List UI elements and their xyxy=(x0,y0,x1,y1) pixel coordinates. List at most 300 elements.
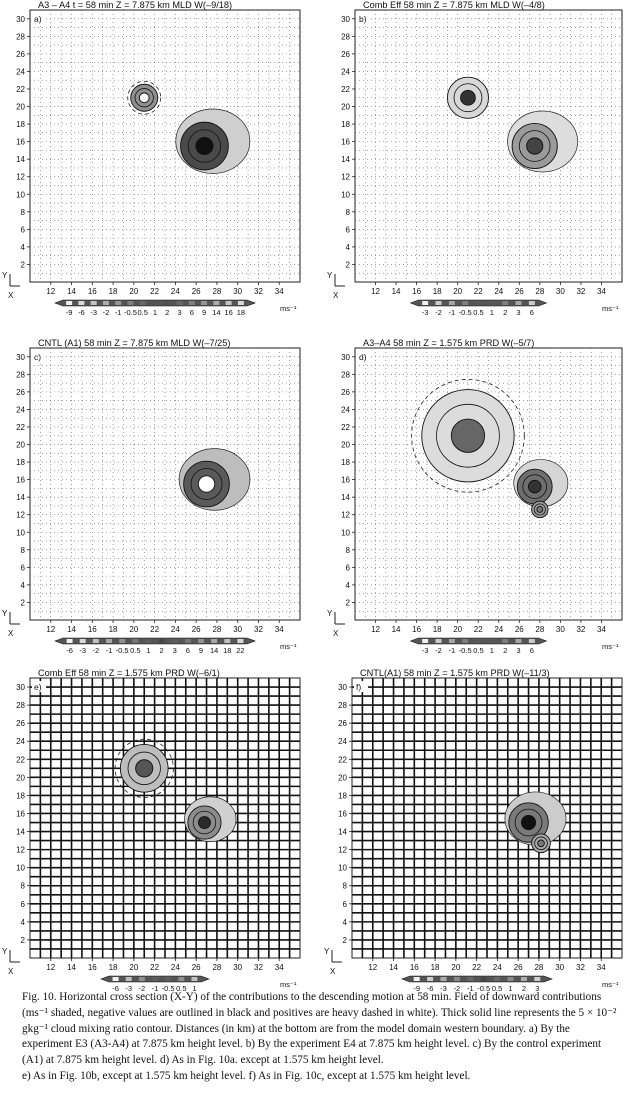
y-tick-label: 22 xyxy=(16,755,25,765)
x-tick-label: 32 xyxy=(254,963,263,972)
x-tick-label: 16 xyxy=(87,287,97,296)
colorbar-label: -0.5 xyxy=(123,308,137,317)
x-tick-label: 18 xyxy=(432,625,442,634)
colorbar-label: 1 xyxy=(489,646,494,655)
x-tick-label: 24 xyxy=(492,963,502,972)
axis-letter-y: Y xyxy=(324,947,330,956)
colorbar-swatch xyxy=(481,977,487,981)
colorbar-swatch xyxy=(476,639,482,643)
y-tick-label: 20 xyxy=(341,102,350,112)
colorbar-label: 14 xyxy=(212,308,221,317)
contour-core xyxy=(196,137,213,154)
colorbar-swatch xyxy=(139,977,145,981)
colorbar-label: 3 xyxy=(177,308,182,317)
colorbar-label: -3 xyxy=(421,308,429,317)
colorbar-label: -6 xyxy=(426,984,434,993)
y-tick-label: 26 xyxy=(338,719,347,729)
colorbar-label: -2 xyxy=(92,646,100,655)
y-tick-label: 24 xyxy=(16,67,25,77)
colorbar-swatch xyxy=(178,977,184,981)
y-tick-label: 16 xyxy=(16,809,25,819)
y-tick-label: 2 xyxy=(345,598,350,608)
y-tick-label: 16 xyxy=(338,809,347,819)
colorbar-swatch xyxy=(422,639,428,643)
contour-core xyxy=(198,817,210,829)
axis-letter-y: Y xyxy=(2,271,8,280)
y-tick-label: 6 xyxy=(342,899,347,909)
x-tick-label: 14 xyxy=(67,963,76,972)
x-tick-label: 32 xyxy=(254,625,263,634)
colorbar-swatch xyxy=(489,639,495,643)
x-tick-label: 22 xyxy=(150,963,160,972)
x-tick-label: 30 xyxy=(233,963,243,972)
panel-a xyxy=(2,0,300,317)
y-tick-label: 4 xyxy=(345,580,350,590)
x-tick-label: 12 xyxy=(371,287,380,296)
y-tick-label: 12 xyxy=(341,172,350,182)
colorbar-swatch xyxy=(152,301,158,305)
y-tick-label: 10 xyxy=(16,190,25,200)
panel-b xyxy=(327,0,622,317)
colorbar-swatch xyxy=(165,977,171,981)
colorbar-swatch xyxy=(422,301,428,305)
y-tick-label: 2 xyxy=(20,598,25,608)
y-tick-label: 20 xyxy=(338,773,347,783)
x-tick-label: 34 xyxy=(597,287,606,296)
y-tick-label: 30 xyxy=(341,352,350,362)
x-tick-label: 14 xyxy=(389,963,398,972)
colorbar-swatch xyxy=(152,977,158,981)
colorbar-label: -2 xyxy=(435,308,442,317)
x-tick-label: 32 xyxy=(254,287,263,296)
colorbar-swatch xyxy=(467,977,473,981)
axis-letter-y: Y xyxy=(2,947,8,956)
colorbar-label: 0.5 xyxy=(473,646,484,655)
colorbar-swatch xyxy=(494,977,500,981)
y-tick-label: 30 xyxy=(341,14,350,24)
x-tick-label: 30 xyxy=(555,963,565,972)
x-tick-label: 12 xyxy=(46,287,56,296)
y-tick-label: 22 xyxy=(341,84,350,94)
y-tick-label: 16 xyxy=(341,137,350,147)
colorbar-label: -3 xyxy=(440,984,447,993)
y-tick-label: 8 xyxy=(345,545,350,555)
y-tick-label: 14 xyxy=(338,827,347,837)
colorbar-swatch xyxy=(508,977,514,981)
colorbar-label: -2 xyxy=(138,984,146,993)
colorbar-swatch xyxy=(80,639,86,643)
axis-letter-x: X xyxy=(333,291,339,300)
colorbar-label: -6 xyxy=(112,984,119,993)
x-tick-label: 24 xyxy=(494,287,504,296)
x-tick-label: 16 xyxy=(412,287,422,296)
colorbar-label: 0.5 xyxy=(130,646,141,655)
x-tick-label: 18 xyxy=(432,287,442,296)
contour-core xyxy=(451,419,484,452)
x-tick-label: 22 xyxy=(472,963,482,972)
colorbar xyxy=(55,638,255,655)
y-tick-label: 30 xyxy=(16,14,25,24)
panel-d xyxy=(327,338,622,655)
x-tick-label: 22 xyxy=(150,625,160,634)
x-tick-label: 28 xyxy=(212,625,222,634)
y-tick-label: 12 xyxy=(341,510,350,520)
x-tick-label: 32 xyxy=(576,287,586,296)
colorbar xyxy=(55,300,255,317)
colorbar-label: -0.5 xyxy=(458,308,472,317)
colorbar-label: 2 xyxy=(503,308,508,317)
x-tick-label: 14 xyxy=(67,625,76,634)
colorbar-swatch xyxy=(224,639,230,643)
contour-core xyxy=(198,476,214,492)
colorbar-unit: ms⁻¹ xyxy=(602,980,619,989)
colorbar-swatch xyxy=(198,639,204,643)
x-tick-label: 28 xyxy=(535,625,545,634)
panel-corner-label: b) xyxy=(359,14,367,24)
colorbar-swatch xyxy=(132,639,138,643)
x-tick-label: 24 xyxy=(494,625,504,634)
colorbar-label: -3 xyxy=(125,984,133,993)
colorbar-label: -3 xyxy=(79,646,87,655)
y-tick-label: 4 xyxy=(20,917,25,927)
x-tick-label: 24 xyxy=(170,287,180,296)
colorbar-swatch xyxy=(66,301,72,305)
colorbar-swatch xyxy=(191,977,197,981)
figure-caption xyxy=(22,990,622,1085)
y-tick-label: 8 xyxy=(20,545,25,555)
y-tick-label: 28 xyxy=(341,32,350,42)
y-tick-label: 22 xyxy=(16,84,25,94)
y-tick-label: 28 xyxy=(16,32,25,42)
colorbar-swatch xyxy=(237,639,243,643)
axis-letter-x: X xyxy=(333,629,339,638)
x-tick-label: 20 xyxy=(451,963,461,972)
y-tick-label: 18 xyxy=(338,791,347,801)
y-tick-label: 10 xyxy=(16,528,25,538)
x-tick-label: 26 xyxy=(191,625,201,634)
x-tick-label: 14 xyxy=(67,287,76,296)
y-tick-label: 12 xyxy=(338,845,347,855)
y-tick-label: 2 xyxy=(342,935,347,945)
y-tick-label: 26 xyxy=(16,719,25,729)
y-tick-label: 6 xyxy=(345,225,350,235)
panel-header: Comb Eff 58 min Z = 7.875 km MLD W(–4/8) xyxy=(363,0,545,10)
colorbar-label: 2 xyxy=(503,646,508,655)
caption-main: Fig. 10. Horizontal cross section (X-Y) of the contributions to the descending motion at 58 min. Field of downward contributions (ms⁻¹ shaded, negative values are outlined in black and positives are heavy dashed in white). Thick solid line represents the 5 × 10⁻² gkg⁻¹ cloud mixing ratio contour. Distances (in km) at the bottom are from the model domain western boundary. a) By the experiment E3 (A3-A4) at 7.875 km height level. b) By the experiment E4 at 7.875 km height level. c) By the control experiment (A1) at 7.875 km height level. d) As in Fig. 10a. except at 1.575 km height level. xyxy=(22,991,617,1067)
panel-header: CNTL (A1) 58 min Z = 7.875 km MLD W(–7/25) xyxy=(38,338,231,348)
colorbar-label: 0.5 xyxy=(137,308,148,317)
x-tick-label: 28 xyxy=(534,963,544,972)
colorbar-label: -2 xyxy=(435,646,442,655)
y-tick-label: 4 xyxy=(345,242,350,252)
colorbar-label: -1 xyxy=(448,646,456,655)
colorbar-swatch xyxy=(414,977,420,981)
x-tick-label: 12 xyxy=(368,963,378,972)
y-tick-label: 12 xyxy=(16,172,25,182)
y-tick-label: 6 xyxy=(20,899,25,909)
colorbar-swatch xyxy=(159,639,165,643)
x-tick-label: 30 xyxy=(555,625,565,634)
y-tick-label: 10 xyxy=(338,863,347,873)
colorbar-swatch xyxy=(172,639,178,643)
colorbar-swatch xyxy=(126,977,132,981)
contour-core xyxy=(139,93,149,103)
x-tick-label: 34 xyxy=(274,625,284,634)
x-tick-label: 16 xyxy=(409,963,419,972)
y-tick-label: 22 xyxy=(341,422,350,432)
colorbar-swatch xyxy=(436,301,442,305)
axis-letter-x: X xyxy=(8,291,14,300)
panel-f xyxy=(324,668,622,993)
x-tick-label: 16 xyxy=(87,963,97,972)
y-tick-label: 26 xyxy=(16,387,25,397)
colorbar-unit: ms⁻¹ xyxy=(280,642,297,651)
colorbar-unit: ms⁻¹ xyxy=(602,304,619,313)
colorbar-swatch xyxy=(140,301,146,305)
colorbar-label: -6 xyxy=(66,646,73,655)
x-tick-label: 20 xyxy=(129,963,139,972)
colorbar-label: 1 xyxy=(152,308,158,317)
axis-letter-y: Y xyxy=(2,609,8,618)
colorbar-label: -0.5 xyxy=(115,646,129,655)
colorbar-label: 18 xyxy=(223,646,232,655)
y-tick-label: 14 xyxy=(16,155,25,165)
contour-core xyxy=(521,815,535,829)
colorbar-unit: ms⁻¹ xyxy=(602,642,619,651)
y-tick-label: 30 xyxy=(338,683,347,693)
y-tick-label: 24 xyxy=(16,737,25,747)
contour-core xyxy=(461,90,476,105)
y-tick-label: 22 xyxy=(338,755,347,765)
x-tick-label: 34 xyxy=(274,287,284,296)
x-tick-label: 18 xyxy=(108,963,118,972)
colorbar-label: -2 xyxy=(453,984,461,993)
y-tick-label: 10 xyxy=(16,863,25,873)
colorbar-swatch xyxy=(462,301,468,305)
colorbar-swatch xyxy=(185,639,191,643)
y-tick-label: 12 xyxy=(16,510,25,520)
panel-header: CNTL(A1) 58 min Z = 1.575 km PRD W(–11/3) xyxy=(360,668,550,678)
colorbar-swatch xyxy=(115,301,121,305)
x-tick-label: 18 xyxy=(430,963,440,972)
axis-letter-x: X xyxy=(330,967,336,976)
colorbar-label: 3 xyxy=(516,646,521,655)
contour-core xyxy=(537,506,543,512)
y-tick-label: 26 xyxy=(341,387,350,397)
colorbar-swatch xyxy=(502,639,508,643)
colorbar-swatch xyxy=(127,301,133,305)
panel-header: Comb Eff 58 min Z = 1.575 km PRD W(–6/1) xyxy=(38,668,220,678)
y-tick-label: 18 xyxy=(341,120,350,130)
x-tick-label: 26 xyxy=(191,287,201,296)
y-tick-label: 18 xyxy=(16,458,25,468)
y-tick-label: 16 xyxy=(16,137,25,147)
x-tick-label: 20 xyxy=(129,625,139,634)
colorbar-label: -3 xyxy=(90,308,98,317)
colorbar-swatch xyxy=(106,639,112,643)
x-tick-label: 34 xyxy=(596,963,606,972)
x-tick-label: 30 xyxy=(233,287,243,296)
colorbar-swatch xyxy=(529,639,535,643)
panel-corner-label: e) xyxy=(34,682,42,692)
colorbar-swatch xyxy=(534,977,540,981)
colorbar-label: -1 xyxy=(448,308,456,317)
y-tick-label: 24 xyxy=(341,405,350,415)
y-tick-label: 10 xyxy=(341,190,350,200)
panel-corner-label: c) xyxy=(34,352,42,362)
y-tick-label: 18 xyxy=(16,791,25,801)
colorbar-label: 0.5 xyxy=(491,984,503,993)
x-tick-label: 22 xyxy=(473,625,483,634)
colorbar-label: 2 xyxy=(159,646,164,655)
y-tick-label: 18 xyxy=(341,458,350,468)
colorbar-label: 18 xyxy=(236,308,246,317)
colorbar-label: 9 xyxy=(198,646,204,655)
colorbar-label: 2 xyxy=(521,984,526,993)
colorbar-bar xyxy=(402,976,552,982)
y-tick-label: 14 xyxy=(16,827,25,837)
y-tick-label: 14 xyxy=(16,493,25,503)
panel-c xyxy=(2,338,300,655)
panel-e xyxy=(2,668,300,993)
y-tick-label: 24 xyxy=(338,737,347,747)
colorbar-label: 1 xyxy=(508,984,513,993)
colorbar-label: 1 xyxy=(489,308,494,317)
y-tick-label: 2 xyxy=(20,260,25,270)
y-tick-label: 28 xyxy=(341,370,350,380)
contour-features xyxy=(179,449,250,511)
colorbar-swatch xyxy=(502,301,508,305)
x-tick-label: 24 xyxy=(170,963,180,972)
colorbar-swatch xyxy=(489,301,495,305)
axis-letter-x: X xyxy=(8,629,14,638)
contour-core xyxy=(527,138,543,154)
colorbar-swatch xyxy=(516,639,522,643)
x-tick-label: 26 xyxy=(514,625,524,634)
contour-core xyxy=(136,760,153,777)
colorbar-swatch xyxy=(449,639,455,643)
y-tick-label: 6 xyxy=(20,225,25,235)
y-tick-label: 8 xyxy=(342,881,347,891)
colorbar-swatch xyxy=(113,977,119,981)
colorbar-label: -9 xyxy=(65,308,73,317)
colorbar-label: -9 xyxy=(413,984,421,993)
y-tick-label: 14 xyxy=(341,493,350,503)
colorbar xyxy=(411,300,547,317)
y-tick-label: 6 xyxy=(345,563,350,573)
x-tick-label: 20 xyxy=(129,287,139,296)
colorbar-swatch xyxy=(177,301,183,305)
x-tick-label: 18 xyxy=(108,287,118,296)
colorbar-label: 6 xyxy=(529,646,534,655)
x-tick-label: 16 xyxy=(412,625,422,634)
x-tick-label: 28 xyxy=(212,963,222,972)
x-tick-label: 16 xyxy=(87,625,97,634)
colorbar-label: 2 xyxy=(165,308,170,317)
panel-corner-label: d) xyxy=(359,352,367,362)
y-tick-label: 12 xyxy=(16,845,25,855)
y-tick-label: 24 xyxy=(16,405,25,415)
colorbar-swatch xyxy=(211,639,217,643)
y-tick-label: 20 xyxy=(341,440,350,450)
y-tick-label: 2 xyxy=(20,935,25,945)
colorbar xyxy=(411,638,547,655)
colorbar-swatch xyxy=(103,301,109,305)
colorbar-label: -2 xyxy=(102,308,110,317)
x-tick-label: 26 xyxy=(191,963,201,972)
colorbar-label: -1 xyxy=(151,984,159,993)
colorbar-swatch xyxy=(427,977,433,981)
colorbar-label: 1 xyxy=(192,984,197,993)
y-tick-label: 4 xyxy=(20,242,25,252)
colorbar-label: 3 xyxy=(172,646,177,655)
y-tick-label: 26 xyxy=(341,49,350,59)
y-tick-label: 28 xyxy=(16,701,25,711)
x-tick-label: 14 xyxy=(391,287,401,296)
colorbar-label: 6 xyxy=(529,308,534,317)
colorbar-swatch xyxy=(78,301,84,305)
x-tick-label: 12 xyxy=(46,963,56,972)
panel-corner-label: f) xyxy=(356,682,362,692)
colorbar-label: 9 xyxy=(201,308,207,317)
panel-header: A3–A4 58 min Z = 1.575 km PRD W(–5/7) xyxy=(363,338,535,348)
panel-header: A3 – A4 t = 58 min Z = 7.875 km MLD W(–9/18) xyxy=(38,0,233,10)
colorbar-swatch xyxy=(189,301,195,305)
x-tick-label: 30 xyxy=(233,625,243,634)
y-tick-label: 16 xyxy=(341,475,350,485)
y-tick-label: 26 xyxy=(16,49,25,59)
x-tick-label: 20 xyxy=(453,287,463,296)
y-tick-label: 24 xyxy=(341,67,350,77)
y-tick-label: 6 xyxy=(20,563,25,573)
y-tick-label: 22 xyxy=(16,422,25,432)
colorbar-label: 6 xyxy=(185,646,190,655)
colorbar-swatch xyxy=(145,639,151,643)
x-tick-label: 34 xyxy=(274,963,284,972)
y-tick-label: 14 xyxy=(341,155,350,165)
contour-core xyxy=(538,840,545,847)
colorbar-label: 14 xyxy=(209,646,219,655)
y-tick-label: 8 xyxy=(20,207,25,217)
colorbar-label: -0.5 xyxy=(458,646,472,655)
x-tick-label: 18 xyxy=(108,625,118,634)
colorbar-swatch xyxy=(529,301,535,305)
colorbar-label: 3 xyxy=(535,984,540,993)
colorbar-unit: ms⁻¹ xyxy=(280,980,297,989)
y-tick-label: 2 xyxy=(345,260,350,270)
x-tick-label: 14 xyxy=(391,625,401,634)
colorbar-swatch xyxy=(238,301,244,305)
colorbar-swatch xyxy=(213,301,219,305)
y-tick-label: 18 xyxy=(16,120,25,130)
x-tick-label: 26 xyxy=(514,287,524,296)
caption-sub: e) As in Fig. 10b, except at 1.575 km height level. f) As in Fig. 10c, except at 1.575 km height level. xyxy=(22,1069,471,1082)
x-tick-label: 28 xyxy=(535,287,545,296)
y-tick-label: 4 xyxy=(342,917,347,927)
x-tick-label: 22 xyxy=(150,287,160,296)
x-tick-label: 28 xyxy=(212,287,222,296)
y-tick-label: 28 xyxy=(338,701,347,711)
y-tick-label: 4 xyxy=(20,580,25,590)
colorbar-swatch xyxy=(462,639,468,643)
colorbar-label: -3 xyxy=(421,646,429,655)
y-tick-label: 20 xyxy=(16,440,25,450)
colorbar-swatch xyxy=(476,301,482,305)
x-tick-label: 12 xyxy=(46,625,56,634)
colorbar-label: 6 xyxy=(189,308,194,317)
colorbar-label: -1 xyxy=(114,308,122,317)
y-tick-label: 8 xyxy=(345,207,350,217)
